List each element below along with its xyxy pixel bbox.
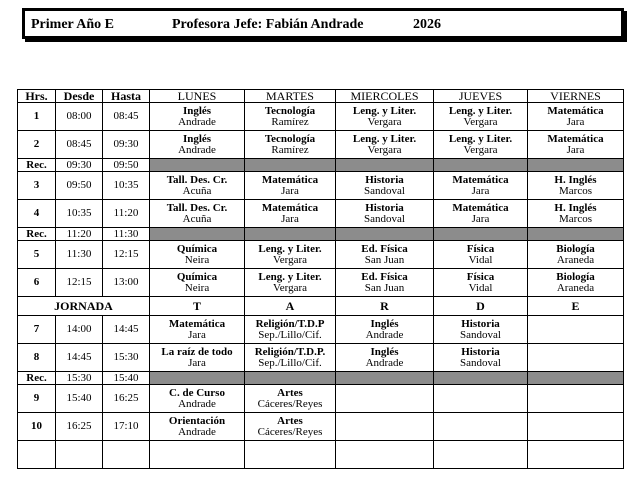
subject-name: Artes: [277, 386, 303, 399]
teacher-name: Vergara: [273, 281, 307, 294]
recess-cell: [528, 372, 624, 385]
time-from: 09:30: [56, 159, 103, 172]
time-from: 11:20: [56, 228, 103, 241]
class-cell: [336, 241, 434, 269]
period-number: 10: [18, 413, 56, 441]
subject-name: H. Inglés: [554, 173, 597, 186]
time-to: 13:00: [103, 269, 150, 297]
period-row: [18, 200, 624, 228]
class-cell: [528, 172, 624, 200]
school-year: 2026: [413, 17, 441, 32]
empty-cell: [434, 441, 528, 469]
class-cell: [150, 269, 245, 297]
teacher-name: Vergara: [463, 115, 498, 128]
class-cell: [150, 316, 245, 344]
recess-cell: [150, 159, 245, 172]
jornada-letter: T: [150, 297, 245, 316]
period-row: [18, 241, 624, 269]
class-cell: [150, 131, 245, 159]
recess-cell: [245, 159, 336, 172]
time-from: 15:40: [56, 385, 103, 413]
time-from: 14:45: [56, 344, 103, 372]
subject-name: Leng. y Liter.: [448, 104, 513, 117]
class-cell: [434, 385, 528, 413]
day-header: MARTES: [245, 90, 336, 103]
recess-label: Rec.: [18, 228, 56, 241]
class-cell: [245, 103, 336, 131]
time-from: 08:45: [56, 131, 103, 159]
jornada-letter: D: [434, 297, 528, 316]
class-cell: [528, 200, 624, 228]
teacher-name: Jara: [566, 143, 585, 156]
recess-cell: [336, 159, 434, 172]
class-cell: [245, 131, 336, 159]
teacher-name: Sandoval: [460, 356, 501, 369]
class-cell: [336, 344, 434, 372]
subject-name: Tecnología: [264, 104, 316, 117]
class-cell: [150, 172, 245, 200]
subject-name: Biología: [556, 270, 595, 283]
period-number: 2: [18, 131, 56, 159]
class-cell: [528, 385, 624, 413]
subject-name: La raíz de todo: [161, 345, 233, 358]
subject-name: Inglés: [370, 345, 399, 358]
subject-name: Matemática: [261, 201, 319, 214]
period-row: [18, 131, 624, 159]
day-header: VIERNES: [528, 90, 624, 103]
period-row: [18, 316, 624, 344]
class-cell: [336, 269, 434, 297]
subject-name: H. Inglés: [554, 201, 597, 214]
teacher-name: Jara: [566, 115, 585, 128]
teacher-name: Andrade: [178, 397, 216, 410]
period-number: 6: [18, 269, 56, 297]
teacher-name: Vergara: [367, 115, 402, 128]
class-cell: [434, 269, 528, 297]
subject-name: Inglés: [370, 317, 399, 330]
subject-name: C. de Curso: [169, 386, 225, 399]
class-cell: [150, 344, 245, 372]
class-cell: [245, 385, 336, 413]
class-cell: [245, 200, 336, 228]
teacher-name: Andrade: [365, 328, 404, 341]
teacher-name: Sep./Lillo/Cif.: [258, 328, 322, 341]
subject-name: Leng. y Liter.: [258, 242, 322, 255]
teacher-name: Jara: [471, 184, 490, 197]
class-cell: [150, 103, 245, 131]
time-from: 16:25: [56, 413, 103, 441]
time-to: 17:10: [103, 413, 150, 441]
empty-cell: [528, 441, 624, 469]
teacher-name: San Juan: [364, 281, 405, 294]
teacher-name: Neira: [184, 281, 210, 294]
recess-cell: [150, 372, 245, 385]
class-cell: [434, 200, 528, 228]
time-to: 09:50: [103, 159, 150, 172]
period-number: 9: [18, 385, 56, 413]
period-number: 4: [18, 200, 56, 228]
period-row: [18, 103, 624, 131]
subject-name: Química: [176, 270, 218, 283]
period-number: 7: [18, 316, 56, 344]
class-cell: [336, 172, 434, 200]
period-number: 5: [18, 241, 56, 269]
class-cell: [434, 241, 528, 269]
class-cell: [245, 344, 336, 372]
recess-label: Rec.: [18, 372, 56, 385]
day-header: LUNES: [150, 90, 245, 103]
teacher-name: Marcos: [559, 212, 592, 225]
title-box: [22, 8, 624, 39]
teacher-name: Jara: [188, 356, 206, 369]
teacher-name: Araneda: [556, 281, 595, 294]
period-row: [18, 344, 624, 372]
class-cell: [336, 200, 434, 228]
empty-cell: [150, 441, 245, 469]
teacher-name: Andrade: [178, 115, 216, 128]
class-cell: [528, 241, 624, 269]
time-to: 16:25: [103, 385, 150, 413]
class-cell: [150, 413, 245, 441]
teacher-name: Vergara: [367, 143, 402, 156]
empty-cell: [18, 441, 56, 469]
empty-cell: [56, 441, 103, 469]
recess-cell: [245, 228, 336, 241]
class-cell: [528, 316, 624, 344]
subject-name: Inglés: [182, 132, 212, 145]
day-header: MIERCOLES: [336, 90, 434, 103]
class-cell: [528, 103, 624, 131]
subject-name: Matemática: [261, 173, 319, 186]
head-teacher: Profesora Jefe: Fabián Andrade: [172, 17, 364, 32]
subject-name: Religión/T.D.P.: [254, 345, 326, 358]
teacher-name: Vergara: [463, 143, 498, 156]
class-cell: [245, 172, 336, 200]
teacher-name: Jara: [471, 212, 490, 225]
subject-name: Matemática: [168, 317, 226, 330]
recess-label: Rec.: [18, 159, 56, 172]
day-header: JUEVES: [434, 90, 528, 103]
class-cell: [150, 385, 245, 413]
time-to: 15:30: [103, 344, 150, 372]
class-cell: [336, 103, 434, 131]
teacher-name: Acuña: [182, 184, 212, 197]
period-row: [18, 385, 624, 413]
teacher-name: Andrade: [365, 356, 404, 369]
header-row: [18, 90, 624, 103]
jornada-letter: E: [528, 297, 624, 316]
class-cell: [528, 131, 624, 159]
teacher-name: Vidal: [468, 281, 493, 294]
teacher-name: Marcos: [559, 184, 592, 197]
subject-name: Historia: [461, 317, 500, 330]
time-to: 11:30: [103, 228, 150, 241]
subject-name: Inglés: [182, 104, 212, 117]
class-cell: [434, 344, 528, 372]
subject-name: Leng. y Liter.: [258, 270, 322, 283]
class-cell: [528, 269, 624, 297]
empty-row: [18, 441, 624, 469]
subject-name: Leng. y Liter.: [448, 132, 513, 145]
subject-name: Matemática: [547, 132, 604, 145]
subject-name: Física: [466, 270, 495, 283]
time-to: 11:20: [103, 200, 150, 228]
time-to: 12:15: [103, 241, 150, 269]
recess-cell: [150, 228, 245, 241]
time-from: 10:35: [56, 200, 103, 228]
class-cell: [150, 241, 245, 269]
class-cell: [245, 269, 336, 297]
teacher-name: Acuña: [182, 212, 212, 225]
schedule-table: [17, 89, 624, 469]
subject-name: Leng. y Liter.: [352, 132, 417, 145]
teacher-name: Cáceres/Reyes: [257, 425, 323, 438]
time-from: 14:00: [56, 316, 103, 344]
period-number: 3: [18, 172, 56, 200]
teacher-name: Vidal: [468, 253, 493, 266]
class-cell: [336, 316, 434, 344]
subject-name: Física: [466, 242, 495, 255]
time-from: 11:30: [56, 241, 103, 269]
column-header: Desde: [56, 90, 103, 103]
recess-cell: [434, 228, 528, 241]
time-to: 09:30: [103, 131, 150, 159]
time-to: 15:40: [103, 372, 150, 385]
class-cell: [336, 131, 434, 159]
empty-cell: [336, 441, 434, 469]
teacher-name: Jara: [281, 212, 299, 225]
class-cell: [336, 385, 434, 413]
class-cell: [434, 413, 528, 441]
period-row: [18, 269, 624, 297]
column-header: Hrs.: [18, 90, 56, 103]
subject-name: Tall. Des. Cr.: [166, 173, 228, 186]
class-cell: [434, 131, 528, 159]
empty-cell: [103, 441, 150, 469]
class-cell: [245, 413, 336, 441]
time-to: 14:45: [103, 316, 150, 344]
time-to: 10:35: [103, 172, 150, 200]
class-cell: [245, 316, 336, 344]
time-from: 15:30: [56, 372, 103, 385]
time-from: 12:15: [56, 269, 103, 297]
teacher-name: Araneda: [556, 253, 595, 266]
subject-name: Ed. Física: [361, 242, 408, 255]
teacher-name: San Juan: [364, 253, 405, 266]
jornada-letter: A: [245, 297, 336, 316]
class-cell: [528, 344, 624, 372]
recess-cell: [245, 372, 336, 385]
subject-name: Química: [176, 242, 218, 255]
class-cell: [245, 241, 336, 269]
subject-name: Tall. Des. Cr.: [166, 201, 228, 214]
column-header: Hasta: [103, 90, 150, 103]
subject-name: Biología: [556, 242, 595, 255]
subject-name: Orientación: [168, 414, 226, 427]
teacher-name: Andrade: [178, 425, 216, 438]
jornada-letter: R: [336, 297, 434, 316]
class-cell: [336, 413, 434, 441]
teacher-name: Neira: [184, 253, 210, 266]
course-name: Primer Año E: [31, 17, 114, 32]
period-row: [18, 413, 624, 441]
teacher-name: Sandoval: [460, 328, 501, 341]
teacher-name: Cáceres/Reyes: [257, 397, 323, 410]
teacher-name: Ramírez: [271, 143, 309, 156]
subject-name: Matemática: [452, 173, 509, 186]
recess-row: [18, 372, 624, 385]
teacher-name: Sep./Lillo/Cif.: [258, 356, 322, 369]
recess-cell: [434, 159, 528, 172]
recess-cell: [434, 372, 528, 385]
time-to: 08:45: [103, 103, 150, 131]
teacher-name: Jara: [188, 328, 206, 341]
class-cell: [528, 413, 624, 441]
teacher-name: Andrade: [178, 143, 216, 156]
schedule-body: [18, 103, 624, 469]
recess-cell: [528, 159, 624, 172]
class-cell: [434, 172, 528, 200]
jornada-label: JORNADA: [18, 297, 150, 316]
subject-name: Historia: [365, 201, 404, 214]
time-from: 09:50: [56, 172, 103, 200]
recess-cell: [336, 228, 434, 241]
recess-row: [18, 159, 624, 172]
subject-name: Leng. y Liter.: [352, 104, 417, 117]
jornada-row: [18, 297, 624, 316]
subject-name: Religión/T.D.P: [255, 317, 325, 330]
teacher-name: Sandoval: [364, 212, 405, 225]
period-number: 8: [18, 344, 56, 372]
subject-name: Matemática: [452, 201, 509, 214]
teacher-name: Ramírez: [271, 115, 309, 128]
subject-name: Historia: [365, 173, 404, 186]
period-number: 1: [18, 103, 56, 131]
subject-name: Ed. Física: [361, 270, 408, 283]
recess-row: [18, 228, 624, 241]
recess-cell: [528, 228, 624, 241]
subject-name: Artes: [277, 414, 303, 427]
time-from: 08:00: [56, 103, 103, 131]
period-row: [18, 172, 624, 200]
teacher-name: Jara: [281, 184, 299, 197]
subject-name: Historia: [461, 345, 500, 358]
teacher-name: Vergara: [273, 253, 307, 266]
empty-cell: [245, 441, 336, 469]
subject-name: Matemática: [547, 104, 604, 117]
teacher-name: Sandoval: [364, 184, 405, 197]
class-cell: [434, 316, 528, 344]
recess-cell: [336, 372, 434, 385]
subject-name: Tecnología: [264, 132, 316, 145]
class-cell: [150, 200, 245, 228]
class-cell: [434, 103, 528, 131]
